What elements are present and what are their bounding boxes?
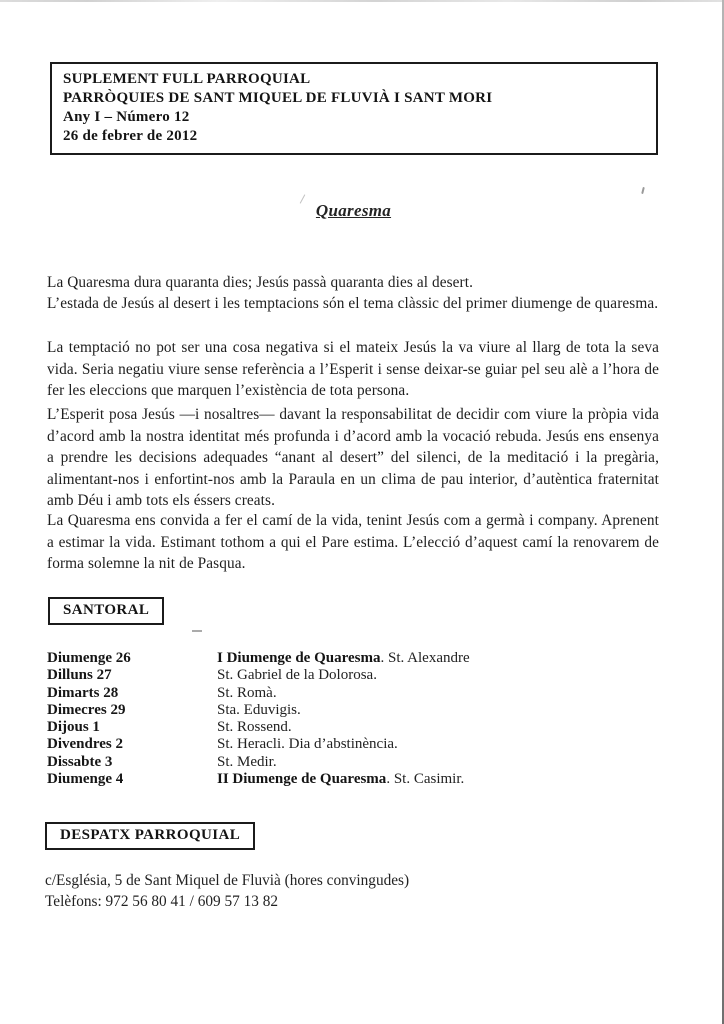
santoral-feast bbox=[217, 650, 470, 667]
santoral-feast-rest: . St. Alexandre bbox=[380, 650, 470, 666]
santoral-feast-bold: II Diumenge de Quaresma bbox=[217, 771, 387, 788]
contact-block bbox=[45, 870, 675, 912]
contact-address: c/Església, 5 de Sant Miquel de Fluvià (hores convingudes) bbox=[45, 872, 410, 889]
santoral-feast-rest: St. Romà. bbox=[217, 684, 277, 701]
santoral-row bbox=[47, 650, 659, 667]
article-title: Quaresma bbox=[315, 201, 392, 220]
article-paragraph: La Quaresma ens convida a fer el camí de la vida, tenint Jesús com a germà i company. Aprenent a estimar la vida. Estimant tothom a qui el Pare estima. L’elecció d’aquest camí la renovarem de forma solemne la nit de Pasqua. bbox=[47, 512, 659, 573]
santoral-row bbox=[47, 702, 659, 719]
santoral-feast-rest: St. Heracli. Dia d’abstinència. bbox=[217, 736, 398, 753]
santoral-feast bbox=[217, 754, 277, 771]
santoral-row bbox=[47, 685, 659, 702]
santoral-feast-rest: St. Medir. bbox=[217, 753, 277, 770]
santoral-feast bbox=[217, 667, 377, 684]
santoral-row bbox=[47, 736, 659, 753]
masthead-line-supplement: SUPLEMENT FULL PARROQUIAL bbox=[63, 71, 311, 87]
despatx-heading-box bbox=[45, 822, 255, 850]
masthead-line-date: 26 de febrer de 2012 bbox=[63, 128, 198, 144]
santoral-feast bbox=[217, 736, 398, 753]
santoral-feast-rest: St. Gabriel de la Dolorosa. bbox=[217, 667, 377, 684]
santoral-feast bbox=[217, 685, 277, 702]
santoral-row bbox=[47, 719, 659, 736]
article-paragraph: La temptació no pot ser una cosa negativa si el mateix Jesús la va viure al llarg de tota la seva vida. Seria negatiu viure sense referència a l’Esperit i sense deixar-se guiar pel seu alè a l’hora de fer les eleccions que marquen l’existència de tota persona. bbox=[47, 339, 659, 400]
santoral-day: Dimecres 29 bbox=[47, 701, 126, 718]
santoral-heading: SANTORAL bbox=[63, 602, 150, 618]
masthead-box bbox=[50, 62, 658, 155]
santoral-feast bbox=[217, 702, 301, 719]
scan-dash-speck bbox=[192, 630, 202, 632]
santoral-day: Dijous 1 bbox=[47, 719, 100, 736]
santoral-day: Dilluns 27 bbox=[47, 667, 112, 684]
santoral-day: Divendres 2 bbox=[47, 736, 123, 753]
article-paragraph: L’estada de Jesús al desert i les temptacions són el tema clàssic del primer diumenge de quaresma. bbox=[47, 295, 659, 313]
santoral-feast-rest: . St. Casimir. bbox=[386, 771, 465, 788]
santoral-feast-rest: St. Rossend. bbox=[217, 719, 292, 736]
masthead-line-issue: Any I – Número 12 bbox=[63, 109, 190, 125]
santoral-row bbox=[47, 771, 659, 788]
masthead-line-parishes: PARRÒQUIES DE SANT MIQUEL DE FLUVIÀ I SANT MORI bbox=[63, 90, 493, 106]
article-paragraph: L’Esperit posa Jesús —i nosaltres— davant la responsabilitat de decidir com viure la pròpia vida d’acord amb la nostra identitat més profunda i d’acord amb la vocació rebuda. Jesús ens ensenya a prendre les decisions adequades “anant al desert” del silenci, de la meditació i la pregària, alimentant-nos i enfortint-nos amb la Paraula en un clima de pau interior, d’autèntica fraternitat amb Déu i amb tots els éssers creats. bbox=[47, 406, 659, 509]
santoral-day: Diumenge 26 bbox=[47, 650, 131, 666]
santoral-list bbox=[47, 650, 659, 788]
scan-edge-top bbox=[0, 0, 724, 2]
santoral-day: Diumenge 4 bbox=[47, 771, 124, 788]
scan-speck bbox=[641, 187, 645, 194]
santoral-feast-rest: Sta. Eduvigis. bbox=[217, 701, 301, 718]
santoral-feast bbox=[217, 771, 464, 788]
contact-phones: Telèfons: 972 56 80 41 / 609 57 13 82 bbox=[45, 893, 279, 910]
article-paragraph: La Quaresma dura quaranta dies; Jesús passà quaranta dies al desert. bbox=[47, 274, 474, 292]
despatx-heading: DESPATX PARROQUIAL bbox=[60, 827, 241, 843]
santoral-day: Dissabte 3 bbox=[47, 753, 113, 770]
santoral-heading-box bbox=[48, 597, 164, 625]
santoral-day: Dimarts 28 bbox=[47, 684, 119, 701]
santoral-row bbox=[47, 667, 659, 684]
santoral-row bbox=[47, 754, 659, 771]
santoral-feast bbox=[217, 719, 292, 736]
santoral-feast-bold: I Diumenge de Quaresma bbox=[217, 650, 381, 666]
